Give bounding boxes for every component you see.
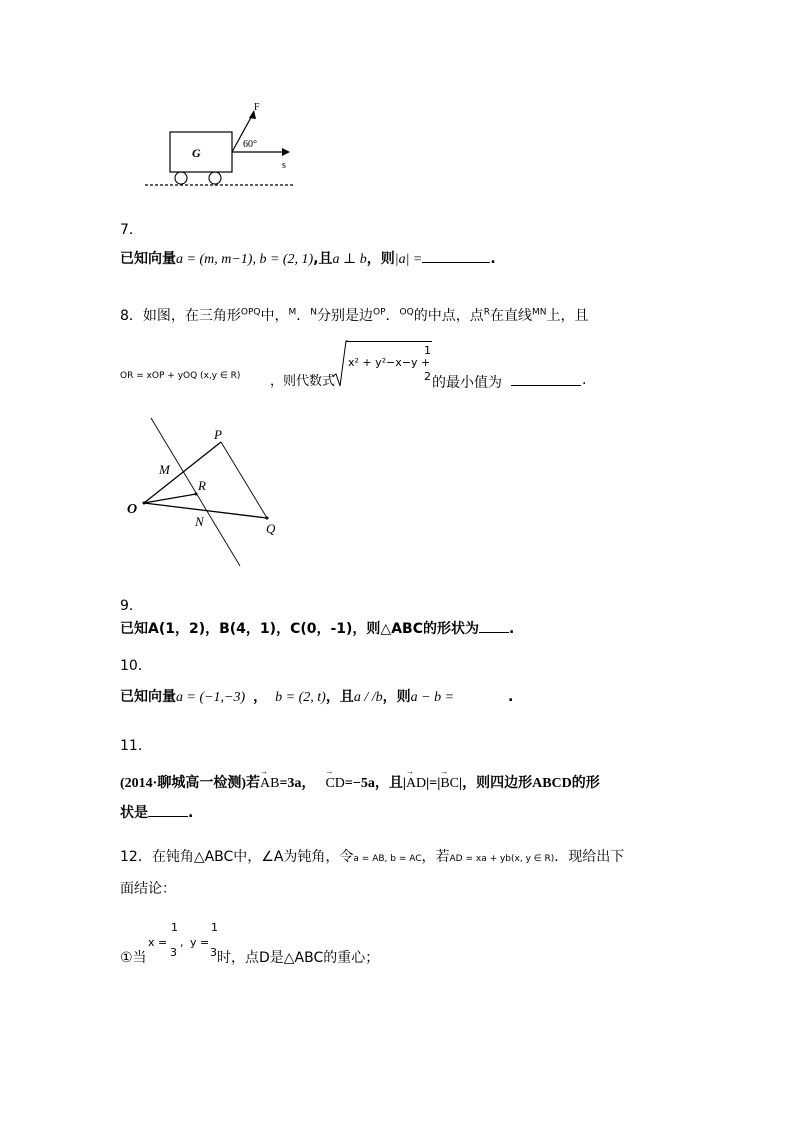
q12-y-num: 1 — [211, 921, 218, 934]
q8-mn: MN — [531, 307, 547, 318]
q8-line2 — [120, 340, 720, 390]
cart-box — [170, 132, 232, 172]
q8-t5: 的中点，点 — [413, 308, 484, 324]
q8-vector-eq: OR = xOP + yOQ (x,y ∈ R) — [120, 371, 241, 381]
q8-t2: ． — [296, 308, 311, 324]
q9-text: 已知A(1，2)，B(4，1)，C(0，-1)，则△ABC的形状为 — [120, 621, 479, 637]
q8-oq: OQ — [399, 307, 414, 318]
q10-end: . — [508, 689, 514, 705]
q12-item1-suffix: 时，点D是△ABC的重心； — [217, 950, 380, 966]
q11-answer-blank[interactable] — [148, 804, 188, 817]
q8-m: M — [288, 307, 297, 318]
q8-end: . — [582, 372, 587, 388]
q7-end: . — [490, 251, 496, 267]
box-label: G — [192, 146, 201, 160]
q11-cd: → CD — [325, 776, 344, 792]
q7-number: 7． — [120, 222, 143, 238]
side-oq — [144, 503, 267, 518]
q8-radical-sign — [332, 340, 348, 388]
q8-t4: ． — [385, 308, 400, 324]
q8-r: R — [483, 307, 490, 318]
q7-cond: a ⊥ b — [332, 252, 367, 267]
q9-answer-blank[interactable] — [479, 620, 509, 633]
q8-frac-den: 2 — [424, 370, 431, 383]
q9-line — [120, 618, 514, 638]
q11-ad: → AD — [406, 776, 426, 792]
segment-or — [144, 494, 196, 503]
q11-bc: → BC — [440, 776, 459, 792]
q8-op: OP — [373, 307, 386, 318]
q11-number: 11． — [120, 738, 152, 754]
label-n: N — [195, 514, 204, 529]
s-label: s — [282, 160, 286, 171]
side-op — [144, 442, 221, 503]
q8-line1 — [120, 305, 588, 325]
q12-x-num: 1 — [171, 921, 178, 934]
force-label: F — [254, 102, 260, 113]
q7-expr: a = (m, m−1), b = (2, 1) — [176, 252, 314, 267]
q10-b-expr: b = (2, t) — [275, 690, 326, 705]
q10-number: 10． — [120, 658, 152, 674]
q10-line — [120, 686, 513, 706]
q9-end: . — [508, 621, 515, 637]
q11-line1 — [120, 772, 600, 792]
q8-tri: OPQ — [240, 307, 261, 318]
q8-answer-blank[interactable] — [511, 373, 581, 386]
label-p: P — [214, 427, 222, 442]
q10-cond: a / /b — [353, 690, 383, 705]
q8-t6: 在直线 — [489, 308, 532, 324]
triangle-diagram — [124, 412, 284, 572]
q11-ab: → AB — [260, 776, 279, 792]
angle-label: 60° — [243, 139, 257, 150]
point-q — [266, 517, 269, 520]
q11-a: (2014·聊城高一检测)若 — [120, 776, 260, 791]
q8-radical-bar — [346, 341, 432, 342]
q12-vec-def: a = AB, b = AC — [353, 854, 422, 864]
q11-end: . — [188, 805, 194, 821]
q10-a-expr: a = (−1,−3) — [176, 690, 246, 705]
q7-answer-blank[interactable] — [422, 250, 490, 263]
q12-line1 — [120, 846, 624, 866]
q8-t7: 上，且 — [546, 308, 589, 324]
q8-t3: 分别是边 — [317, 308, 374, 324]
label-o: O — [127, 502, 138, 517]
cart-wheel-right — [209, 172, 221, 184]
displacement-arrowhead — [282, 148, 290, 156]
q7-prefix: 已知向量 — [120, 251, 176, 267]
q8-t1: 中， — [260, 308, 289, 324]
q12-ad-def: AD = xa + yb(x, y ∈ R) — [449, 854, 555, 864]
q12-x-eq: x = — [148, 936, 168, 949]
q10-ask: ，则 — [382, 689, 411, 705]
q8-frac-num: 1 — [424, 344, 431, 357]
q7-target: |a| = — [394, 252, 423, 267]
q11-line2-text: 状是 — [120, 805, 148, 821]
label-q: Q — [266, 521, 276, 536]
q11-e: |，则四边形ABCD的形 — [459, 776, 600, 791]
q8-number: 8．如图，在三角形 — [120, 308, 241, 324]
q12-item1 — [120, 915, 520, 965]
point-o — [143, 502, 146, 505]
q12-item1-prefix: ①当 — [120, 950, 147, 966]
side-pq — [221, 442, 267, 518]
label-m: M — [159, 462, 170, 477]
q12-x-den: 3 — [170, 946, 177, 959]
q7-ask: ，则 — [366, 251, 395, 267]
q8-n: N — [310, 307, 318, 318]
q10-prefix: 已知向量 — [120, 689, 176, 705]
q10-sep: ， — [253, 689, 268, 705]
q12-y-den: 3 — [210, 946, 217, 959]
force-diagram — [140, 96, 310, 191]
q12-c: ．现给出下 — [554, 849, 625, 865]
q11-c: =−5a，且| — [344, 776, 406, 791]
line-mn — [151, 418, 240, 566]
q12-a: 12．在钝角△ABC中，∠A为钝角，令 — [120, 849, 354, 865]
q11-b: =3a， — [279, 776, 316, 791]
q12-b: ，若 — [421, 849, 450, 865]
q8-t8: ，则代数式 — [270, 374, 336, 389]
q12-y-eq: y = — [190, 936, 210, 949]
q7-line — [120, 248, 496, 268]
q12-comma: , — [180, 936, 184, 949]
label-r: R — [198, 478, 206, 493]
q8-t9: 的最小值为 — [432, 375, 502, 391]
q11-line2 — [120, 802, 193, 822]
q8-radicand: x² + y²−x−y + — [348, 356, 431, 369]
q10-mid: ，且 — [325, 689, 354, 705]
q7-mid: ,且 — [313, 251, 333, 267]
q11-d: |=| — [426, 776, 441, 791]
q12-line2: 面结论： — [120, 881, 176, 897]
q9-number: 9． — [120, 598, 143, 614]
cart-wheel-left — [175, 172, 187, 184]
q10-target: a − b = — [410, 690, 455, 705]
